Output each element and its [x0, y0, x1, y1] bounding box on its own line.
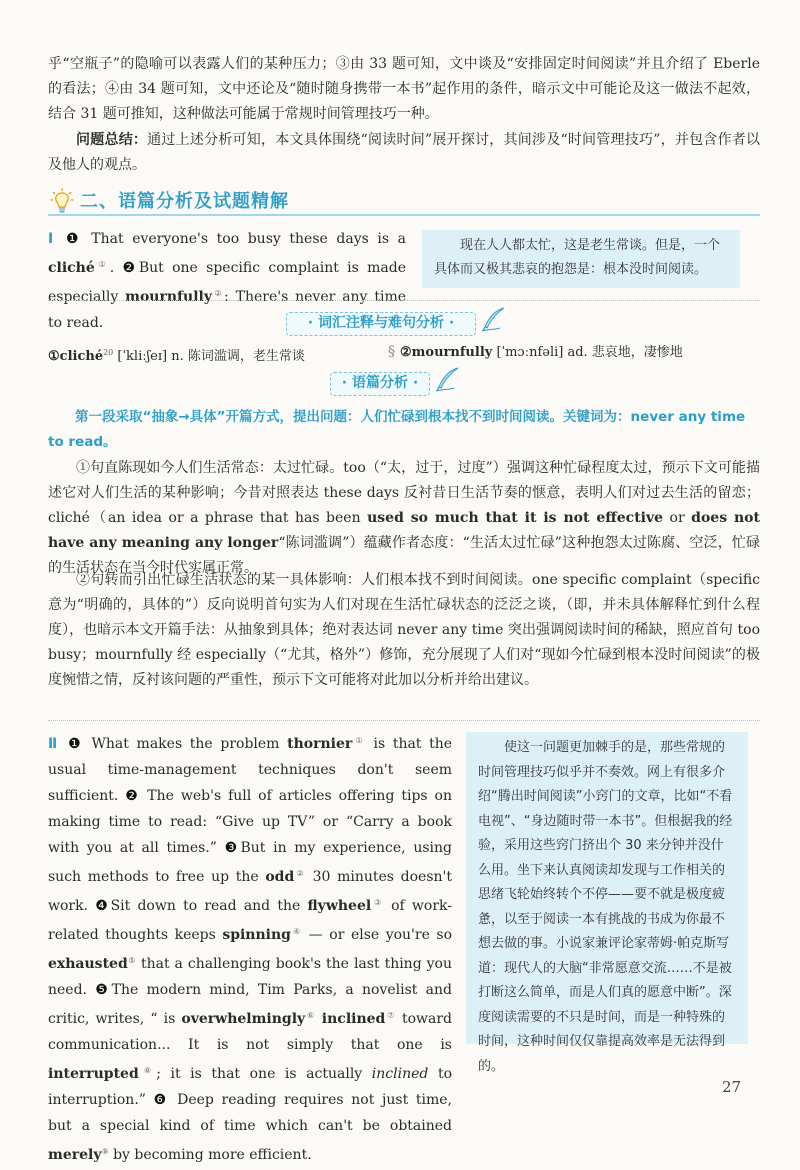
- vocab-heading: · 词汇注释与难句分析 ·: [286, 312, 476, 336]
- sentence-text: by becoming more efficient.: [108, 1147, 312, 1163]
- analysis-paragraph-2: ②句转而引出忙碌生活状态的某一具体影响：人们根本找不到时间阅读。one specific complaint（specific 意为“明确的，具体的”）反向说明首句实为人们对现在生活忙碌状态的泛泛之谈，（即，并未具体解释忙到什么程度），也暗示本文开篇手法：从抽象到具体；绝对表达词 never any time 突出强调阅读时间的稀缺，照应首句 too busy；mournfully 经 especially（“尤其，格外”）修饰，充分展现了人们对“现如今忙碌到根本没时间阅读”的极度惋惜之情，反衬该问题的严重性，预示下文可能将对此加以分析并给出建议。: [48, 572, 760, 688]
- footnote-mark: ⑤: [127, 956, 136, 965]
- vocab-word: exhausted: [48, 956, 128, 972]
- footnote-mark: ⑦: [385, 1011, 396, 1020]
- sentence-text: But one specific complaint is made especially: [48, 260, 407, 305]
- vocab-headword: ①cliché: [48, 349, 104, 364]
- vocab-word: overwhelmingly: [181, 1011, 306, 1027]
- translation-box-2: 使这一问题更加棘手的是，那些常规的时间管理技巧似乎并不奏效。网上有很多介绍“腾出时间阅读”小窍门的文章，比如“不看电视”、“身边随时带一本书”。但根据我的经验，采用这些窍门挤出个 30 来分钟并没什么用。坐下来认真阅读却发现与工作相关的思绪飞轮始终转个不停——要不就是极度疲惫，以至于阅读一本有挑战的书成为你最不想去做的事。小说家兼评论家蒂姆·帕克斯写道：现代人的大脑“非常愿意交流……不是被打断这么简单，而是人们真的愿意中断”。深度阅读需要的不只是时间，而是一种特殊的时间，这种时间仅仅靠提高效率是无法得到的。: [466, 732, 748, 1044]
- quill-pen-icon: [434, 366, 460, 392]
- vocab-word: flywheel: [307, 898, 372, 914]
- vocab-entry-cliche: [48, 342, 305, 368]
- footnote-mark: ⑥: [305, 1011, 316, 1020]
- vocab-definition: [ˈmɔːnfəli] ad. 悲哀地，凄惨地: [492, 345, 683, 360]
- sentence-number: ❺: [95, 982, 112, 998]
- vocab-word: interrupted: [48, 1066, 139, 1082]
- sentence-text: to interruption.”: [48, 1066, 452, 1108]
- quill-pen-icon: [480, 306, 506, 332]
- sentence-number: ❷: [125, 788, 141, 804]
- sentence-text: The modern mind, Tim Parks, a novelist and critic, writes, “ is: [48, 982, 453, 1027]
- summary-text: 通过上述分析可知，本文具体围绕“阅读时间”展开探讨，其间涉及“时间管理技巧”，并包含作者以及他人的观点。: [48, 132, 760, 173]
- translation-box-1: 现在人人都太忙，这是老生常谈。但是，一个具体而又极其悲哀的抱怨是：根本没时间阅读。: [422, 230, 740, 288]
- passage-paragraph-2: [48, 728, 452, 1168]
- section-header: [48, 186, 760, 216]
- sentence-text: What makes the problem: [83, 736, 288, 752]
- sentence-text: That everyone's too busy these days is a: [82, 231, 406, 247]
- sentence-text: is that the usual time-management techniques don't seem sufficient.: [48, 736, 453, 804]
- vocab-word: cliché: [48, 260, 95, 276]
- footnote-mark: ②: [211, 289, 225, 298]
- sentence-text: — or else you're so: [302, 927, 453, 943]
- divider: [48, 720, 760, 721]
- sentence-text: Deep reading requires not just time, but a special kind of time which can't be obtained: [48, 1092, 453, 1134]
- sentence-number: ❻: [153, 1092, 170, 1108]
- vocab-word: merely: [48, 1147, 102, 1163]
- entry-separator: §: [388, 344, 395, 360]
- divider: [48, 300, 760, 301]
- vocab-word: thornier: [287, 736, 353, 752]
- analysis-paragraph-1: [48, 456, 760, 581]
- vocab-definition: [ˈkliːʃeɪ] n. 陈词滥调，老生常谈: [113, 349, 305, 364]
- analysis-highlight: does not have any meaning any longer: [48, 510, 760, 551]
- footnote-mark: ①: [94, 260, 110, 269]
- analysis-highlight: used so much that it is not effective: [367, 510, 664, 526]
- sentence-text: But in my experience, using such methods to free up the: [48, 840, 452, 885]
- vocab-word: spinning: [222, 927, 291, 943]
- footnote-mark: ④: [290, 927, 303, 936]
- footnote-mark: ②: [294, 869, 306, 878]
- sentence-text: of work-related thoughts keeps: [48, 898, 452, 943]
- footnote-mark: ⑨: [101, 1147, 109, 1156]
- analysis-text: ①句直陈现如今人们生活常态：太过忙碌。too（“太，过于，过度”）强调这种忙碌程度太过，预示下文可能描述它对人们生活的某种影响；今昔对照表达 these days 反衬昔日生活节奏的惬意，表明人们对过去生活的留恋；cliché（an idea or a phrase that has been: [48, 460, 760, 526]
- analysis-text: or: [663, 510, 692, 526]
- sentence-number: ❹: [95, 898, 111, 914]
- sentence-text: The web's full of articles offering tips on making time to read: “Give up TV” or “Carry a book with you at all times.”: [48, 788, 452, 856]
- sentence-number: ❸: [224, 840, 241, 856]
- section-title: 二、语篇分析及试题精解: [80, 191, 289, 212]
- vocab-headword: ②mournfully: [400, 345, 493, 360]
- sentence-number: ❶: [65, 231, 83, 247]
- sentence-text: Sit down to read and the: [110, 898, 308, 914]
- vocab-word: odd: [265, 869, 295, 885]
- sentence-text: : There's never any time to read.: [48, 289, 407, 331]
- vocab-entry-mournfully: [400, 342, 683, 364]
- sentence-number: ❷: [122, 260, 139, 276]
- sentence-text: toward communication... It is not simply that one is: [48, 1011, 453, 1053]
- analysis-lead: 第一段采取“抽象→具体”开篇方式，提出问题：人们忙碌到根本找不到时间阅读。关键词为：never any time to read。: [48, 409, 746, 450]
- sentence-text: ; it is that one is actually: [156, 1066, 372, 1082]
- vocab-word: mournfully: [125, 289, 212, 305]
- sentence-text: that a challenging book's the last thing you need.: [48, 956, 453, 998]
- footnote-mark: ①: [352, 736, 366, 745]
- intro-paragraph: 乎“空瓶子”的隐喻可以表露人们的某种压力；③由 33 题可知，文中谈及“安排固定时间阅读”并且介绍了 Eberle 的看法；④由 34 题可知，文中还论及“随时随身携带一本书”起作用的条件，暗示文中可能论及这一做法不起效，结合 31 题可推知，这种做法可能属于常规时间管理技巧一种。: [48, 56, 760, 122]
- emphasis-word: inclined: [371, 1066, 429, 1082]
- frequency-mark: 20: [103, 348, 114, 357]
- footnote-mark: ⑧: [138, 1066, 157, 1075]
- paragraph-number: Ⅱ: [48, 736, 61, 752]
- analysis-heading: · 语篇分析 ·: [330, 372, 430, 396]
- sentence-text: 30 minutes doesn't work.: [48, 869, 452, 914]
- lightbulb-icon: [50, 188, 74, 214]
- sentence-number: ❶: [68, 736, 84, 752]
- sentence-text: .: [109, 260, 123, 276]
- paragraph-number: Ⅰ: [48, 231, 58, 247]
- analysis-text: “陈词滥调”）蕴藏作者态度：“生活太过忙碌”这种抱怨太过陈腐、空泛，忙碌的生活状态在当今时代实属正常。: [48, 535, 760, 576]
- page-number: 27: [722, 1078, 742, 1096]
- footnote-mark: ③: [371, 898, 384, 907]
- summary-label: 问题总结：: [76, 132, 148, 148]
- vocab-word: inclined: [321, 1011, 386, 1027]
- question-summary: [48, 128, 760, 178]
